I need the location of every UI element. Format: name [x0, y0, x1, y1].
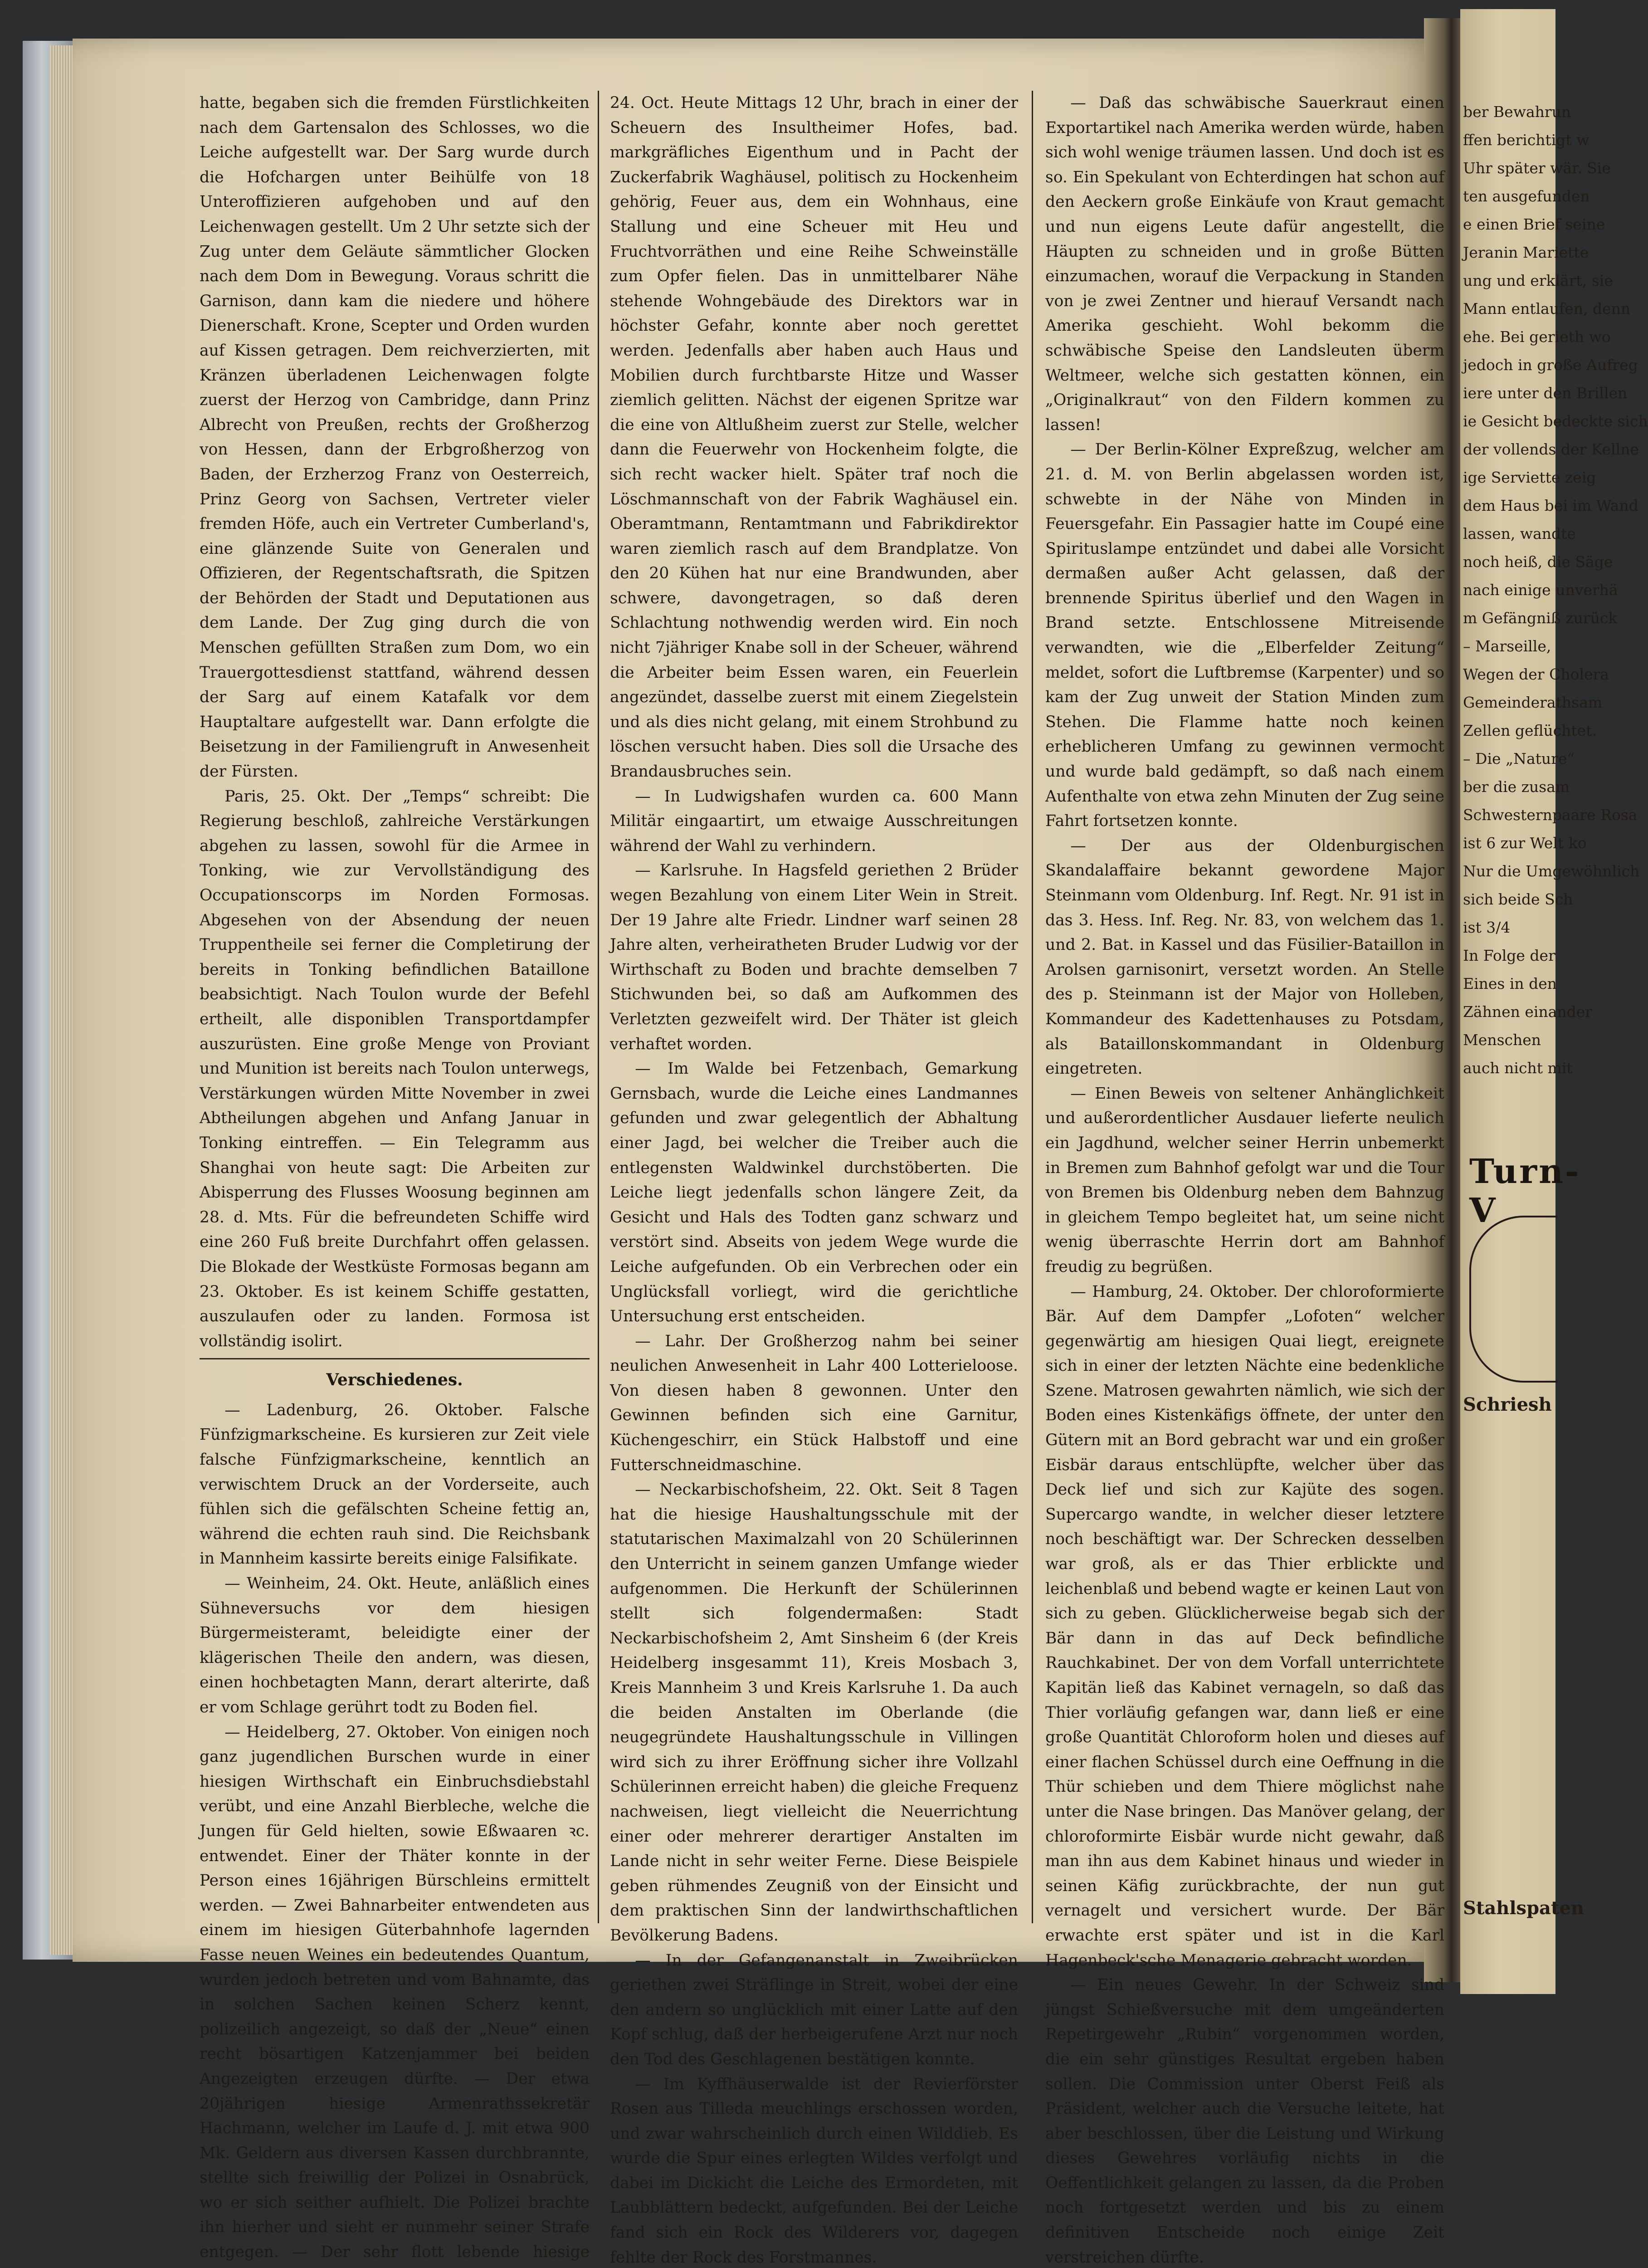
advert-place: Schriesh: [1463, 1393, 1552, 1417]
adjacent-page-line: ie Gesicht bedeckte sich: [1463, 409, 1648, 434]
article-lahr: — Lahr. Der Großherzog nahm bei seiner neulichen Anwesenheit in Lahr 400 Lotterieloose. Von diesen haben 8 gewonnen. Unter den Gewinnen befinden sich eine Garnitur, Küchengeschirr, ein Stück Halbstoff und eine Futterschneidmaschine.: [610, 1329, 1018, 1478]
article-jagdhund: — Einen Beweis von seltener Anhänglichkeit und außerordentlicher Ausdauer lieferte neulich ein Jagdhund, welcher seiner Herrin unbemerkt in Bremen zum Bahnhof gefolgt war und die Tour von Bremen bis Oldenburg neben dem Bahnzug in gleichem Tempo begleitet hat, um seine nicht wenig überraschte Herrin dort am Bahnhof freudig zu begrüßen.: [1045, 1081, 1444, 1280]
article-hamburg-baer: — Hamburg, 24. Oktober. Der chloroformierte Bär. Auf dem Dampfer „Lofoten“ welcher gegenwärtig am hiesigen Quai liegt, ereignete sich in einer der letzten Nächte eine bedenkliche Szene. Matrosen gewahrten nämlich, wie sich der Boden eines Kistenkäfigs öffnete, der unter den Gütern mit an Bord gebracht war und ein großer Eisbär daraus entschlüpfte, welcher über das Deck lief und sich zur Kajüte des sogen. Supercargo wandte, in welcher dieser letztere noch beschäftigt war. Der Schrecken desselben war groß, als er das Thier erblickte und leichenblaß und bebend wagte er keinen Laut von sich zu geben. Glücklicherweise begab sich der Bär dann in das auf Deck befindliche Rauchkabinet. Der von dem Vorfall unterrichtete Kapitän ließ das Kabinet vernageln, so daß das Thier vorläufig gefangen war, dann ließ er eine große Quantität Chloroform holen und dieses auf einer flachen Schüssel durch eine Oeffnung in die Thür schieben und dem Thiere möglichst nahe unter die Nase bringen. Das Manöver gelang, der chloroformirte Eisbär wurde nicht gewahr, daß man ihn aus dem Kabinet hinaus und wieder in seinen Käfig zurückbrachte, der nun gut vernagelt und versichert wurde. Der Bär erwachte erst später und ist in die Karl Hagenbeck'sche Menagerie gebracht worden.: [1045, 1280, 1444, 1973]
column-rule-1: [598, 91, 599, 1923]
adjacent-page-line: Menschen: [1463, 1028, 1541, 1052]
adjacent-page-line: Wegen der Cholera: [1463, 662, 1609, 687]
adjacent-page-line: iere unter den Brillen: [1463, 381, 1627, 406]
adjacent-page-line: Schwesternpaare Rosa: [1463, 803, 1637, 827]
adjacent-page-line: ehe. Bei gerieth wo: [1463, 325, 1611, 349]
adjacent-page-line: ber die zusam: [1463, 775, 1570, 799]
adjacent-page-line: jedoch in große Aufreg: [1463, 353, 1638, 377]
adjacent-page-line: Zellen geflüchtet.: [1463, 719, 1597, 743]
adjacent-page-line: – Marseille,: [1463, 634, 1551, 659]
advert-title: Turn-V: [1469, 1152, 1578, 1230]
article-karlsruhe: — Karlsruhe. In Hagsfeld geriethen 2 Brüder wegen Bezahlung von einem Liter Wein in Streit. Der 19 Jahre alte Friedr. Lindner warf seinen 28 Jahre alten, verheiratheten Bruder Ludwig vor der Wirthschaft zu Boden und brachte demselben 7 Stichwunden bei, so daß am Aufkommen des Verletzten gezweifelt wird. Der Thäter ist gleich verhaftet worden.: [610, 858, 1018, 1056]
article-sauerkraut: — Daß das schwäbische Sauerkraut einen Exportartikel nach Amerika werden würde, haben sich wohl wenige träumen lassen. Und doch ist es so. Ein Spekulant von Echterdingen hat schon auf den Aeckern große Einkäufe von Kraut gemacht und nun eigens Leute dafür angestellt, die Häupten zu schneiden und in große Bütten einzumachen, worauf die Verpackung in Standen von je zwei Zentner und hierauf Versandt nach Amerika geschieht. Wohl bekomm die schwäbische Speise den Landsleuten überm Weltmeer, welche sich gestatten können, ein „Originalkraut“ von den Fildern kommen zu lassen!: [1045, 91, 1444, 437]
advert-stahlspaten: Stahlspaten: [1463, 1896, 1584, 1921]
adjacent-page-line: nach einige unverhä: [1463, 578, 1618, 602]
adjacent-page-line: Uhr später wär. Sie: [1463, 156, 1611, 181]
article-funeral-continued: hatte, begaben sich die fremden Fürstlichkeiten nach dem Gartensalon des Schlosses, wo die Leiche aufgestellt war. Der Sarg wurde durch die Hofchargen unter Beihülfe von 18 Unteroffizieren aufgehoben und auf den Leichenwagen gestellt. Um 2 Uhr setzte sich der Zug unter dem Geläute sämmtlicher Glocken nach dem Dom in Bewegung. Voraus schritt die Garnison, dann kam die niedere und höhere Dienerschaft. Krone, Scepter und Orden wurden auf Kissen getragen. Dem reichverzierten, mit Kränzen überladenen Leichenwagen folgte zuerst der Herzog von Cambridge, dann Prinz Albrecht von Preußen, rechts der Großherzog von Hessen, dann der Erbgroßherzog von Baden, der Erzherzog Franz von Oesterreich, Prinz Georg von Sachsen, Vertreter vieler fremden Höfe, auch ein Vertreter Cumberland's, eine glänzende Suite von Generalen und Offizieren, der Regentschaftsrath, die Spitzen der Behörden der Stadt und Deputationen aus dem Lande. Der Zug ging durch die von Menschen gefüllten Straßen zum Dom, wo ein Trauergottesdienst stattfand, während dessen der Sarg auf einem Katafalk vor dem Hauptaltare aufgestellt war. Dann erfolgte die Beisetzung in der Familiengruft in Anwesenheit der Fürsten.: [200, 91, 590, 784]
article-expresszug: — Der Berlin-Kölner Expreßzug, welcher am 21. d. M. von Berlin abgelassen worden ist, schwebte in der Nähe von Minden in Feuersgefahr. Ein Passagier hatte im Coupé eine Spirituslampe entzündet und dabei alle Vorsicht dermaßen außer Acht gelassen, daß der brennende Spiritus überlief und den Wagen in Brand setzte. Entschlossene Mitreisende verwandten, wie die „Elberfelder Zeitung“ meldet, sofort die Luftbremse (Karpenter) und so kam der Zug unweit der Station Minden zum Stehen. Die Flamme hatte noch keinen erheblicheren Umfang zu gewinnen vermocht und wurde bald gedämpft, so daß nach einem Aufenthalte von etwa zehn Minuten der Zug seine Fahrt fortsetzen konnte.: [1045, 437, 1444, 834]
adjacent-page-line: ist 6 zur Welt ko: [1463, 831, 1587, 855]
adjacent-page-line: ung und erklärt, sie: [1463, 269, 1613, 293]
adjacent-page-line: In Folge der: [1463, 943, 1555, 968]
article-major-steinmann: — Der aus der Oldenburgischen Skandalaffaire bekannt gewordene Major Steinmann vom Oldenburg. Inf. Regt. Nr. 91 ist in das 3. Hess. Inf. Reg. Nr. 83, von welchem das 1. und 2. Bat. in Kassel und das Füsilier-Bataillon in Arolsen garnisonirt, versetzt worden. An Stelle des p. Steinmann ist der Major von Holleben, Kommandeur des Kadettenhauses zu Potsdam, als Bataillonskommandant in Oldenburg eingetreten.: [1045, 834, 1444, 1081]
adjacent-page-line: der vollends der Kellne: [1463, 437, 1639, 462]
article-gewehr: — Ein neues Gewehr. In der Schweiz sind jüngst Schießversuche mit dem umgeänderten Repetirgewehr „Rubin“ vorgenommen worden, die ein sehr günstiges Resultat ergeben haben sollen. Die Commission unter Oberst Feiß als Präsident, welcher auch die Versuche leitete, hat aber beschlossen, über die Leistung und Wirkung dieses Gewehres vorläufig nichts in die Oeffentlichkeit gelangen zu lassen, da die Proben noch fortgesetzt werden und bis zu einem definitiven Entscheide noch einige Zeit verstreichen dürfte.: [1045, 1973, 1444, 2268]
adjacent-page-fragment: [1460, 9, 1555, 1994]
adjacent-page-line: ffen berichtigt w: [1463, 128, 1589, 152]
adjacent-page-line: ten ausgefunden: [1463, 184, 1590, 209]
column-1: [200, 91, 590, 2268]
article-schwetzingen-fire: 24. Oct. Heute Mittags 12 Uhr, brach in einer der Scheuern des Insultheimer Hofes, bad. markgräfliches Eigenthum und in Pacht der Zuckerfabrik Waghäusel, politisch zu Hockenheim gehörig, Feuer aus, dem ein Wohnhaus, eine Stallung und eine Scheuer mit Heu und Fruchtvorräthen und eine Reihe Schweinställe zum Opfer fielen. Das in unmittelbarer Nähe stehende Wohngebäude des Direktors war in höchster Gefahr, konnte aber noch gerettet werden. Jedenfalls aber haben auch Haus und Mobilien durch furchtbarste Hitze und Wasser ziemlich gelitten. Nächst der eigenen Spritze war die eine von Altlußheim zuerst zur Stelle, welcher dann die Feuerwehr von Hockenheim folgte, die sich recht wacker hielt. Später traf noch die Löschmannschaft von der Fabrik Waghäusel ein. Oberamtmann, Rentamtmann und Fabrikdirektor waren ziemlich rasch auf dem Brandplatze. Von den 20 Kühen hat nur eine Brandwunden, aber schwere, davongetragen, so daß deren Schlachtung nothwendig werden wird. Ein noch nicht 7jähriger Knabe soll in der Scheuer, während die Arbeiter beim Essen waren, ein Feuerlein angezündet, dasselbe zuerst mit einem Ziegelstein und als dies nicht gelang, mit einem Strohbund zu löschen versucht haben. Dies soll die Ursache des Brandausbruches sein.: [610, 91, 1018, 784]
article-heidelberg: — Heidelberg, 27. Oktober. Von einigen noch ganz jugendlichen Burschen wurde in einer hiesigen Wirthschaft ein Einbruchsdiebstahl verübt, und eine Anzahl Bierbleche, welche die Jungen für Geld hielten, sowie Eßwaaren ꝛc. entwendet. Einer der Thäter konnte in der Person eines 16jährigen Bürschleins ermittelt werden. — Zwei Bahnarbeiter entwendeten aus einem im hiesigen Güterbahnhofe lagernden Fasse neuen Weines ein bedeutendes Quantum, wurden jedoch betreten und vom Bahnamte, das in solchen Sachen keinen Scherz kennt, polizeilich angezeigt, so daß der „Neue“ einen recht bösartigen Katzenjammer bei beiden Angezeigten erzeugen dürfte. — Der etwa 20jährigen hiesige Armenrathssekretär Hachmann, welcher im Laufe d. J. mit etwa 900 Mk. Geldern aus diversen Kassen durchbrannte, stellte sich freiwillig der Polizei in Osnabrück, wo er sich seither aufhielt. Die Polizei brachte ihn hierher und sieht er nunmehr seiner Strafe entgegen. — Der sehr flott lebende hiesige: [200, 1720, 590, 2268]
adjacent-page-line: – Die „Nature“: [1463, 747, 1575, 771]
adjacent-page-line: sich beide Sch: [1463, 887, 1573, 912]
article-weinheim: — Weinheim, 24. Okt. Heute, anläßlich eines Sühneversuchs vor dem hiesigen Bürgermeisteramt, beleidigte einer der klägerischen Theile den andern, was diesen, einen hochbetagten Mann, derart alterirte, daß er vom Schlage gerührt todt zu Boden fiel.: [200, 1571, 590, 1720]
article-paris-temps: Paris, 25. Okt. Der „Temps“ schreibt: Die Regierung beschloß, zahlreiche Verstärkungen abgehen zu lassen, sowohl für die Armee in Tonking, wie zur Vervollständigung des Occupationscorps im Norden Formosas. Abgesehen von der Absendung der neuen Truppentheile sei ferner die Completirung der bereits in Tonking befindlichen Bataillone beabsichtigt. Nach Toulon wurde der Befehl ertheilt, alle disponiblen Transportdampfer auszurüsten. Eine große Menge von Proviant und Munition ist bereits nach Toulon unterwegs, Verstärkungen würden Mitte November in zwei Abtheilungen abgehen und Anfang Januar in Tonking eintreffen. — Ein Telegramm aus Shanghai von heute sagt: Die Arbeiten zur Abisperrung des Flusses Woosung beginnen am 28. d. Mts. Für die befreundeten Schiffe wird eine 260 Fuß breite Durchfahrt offen gelassen. Die Blokade der Westküste Formosas begann am 23. Oktober. Es ist keinem Schiffe gestatten, auszulaufen oder zu landen. Formosa ist vollständig isolirt.: [200, 784, 590, 1354]
column-3: [1045, 91, 1444, 2268]
adjacent-page-line: ige Serviette zeig: [1463, 465, 1596, 490]
adjacent-page-line: e einen Brief seine: [1463, 212, 1605, 237]
adjacent-page-line: auch nicht mit: [1463, 1056, 1573, 1080]
article-neckarbischofsheim: — Neckarbischofsheim, 22. Okt. Seit 8 Tagen hat die hiesige Haushaltungsschule mit der statutarischen Maximalzahl von 20 Schülerinnen den Unterricht in seinem ganzen Umfange wieder aufgenommen. Die Herkunft der Schülerinnen stellt sich folgendermaßen: Stadt Neckarbischofsheim 2, Amt Sinsheim 6 (der Kreis Heidelberg insgesammt 11), Kreis Mosbach 3, Kreis Mannheim 3 und Kreis Karlsruhe 1. Da auch die beiden Anstalten im Oberlande (die neugegründete Haushaltungsschule in Villingen wird sich zu ihrer Eröffnung sicher ihre Vollzahl Schülerinnen erreicht haben) die gleiche Frequenz nachweisen, liegt vielleicht die Neuerrichtung einer oder mehrerer derartiger Anstalten im Lande nicht in sehr weiter Ferne. Diese Beispiele geben rühmendes Zeugniß von der Einsicht und dem praktischen Sinn der landwirthschaftlichen Bevölkerung Badens.: [610, 1477, 1018, 1948]
adjacent-page-line: lassen, wandte: [1463, 522, 1576, 546]
adjacent-page-line: dem Haus bei im Wand: [1463, 494, 1638, 518]
article-ladenburg: — Ladenburg, 26. Oktober. Falsche Fünfzigmarkscheine. Es kursieren zur Zeit viele falsche Fünfzigmarkscheine, kenntlich an verwischtem Druck an der Vorderseite, auch fühlen sich die gefälschten Scheine fettig an, während die echten rauh sind. Die Reichsbank in Mannheim kassirte bereits einige Falsifikate.: [200, 1398, 590, 1571]
adjacent-page-line: ist 3/4: [1463, 915, 1510, 940]
column-rule-2: [1032, 91, 1033, 1923]
adjacent-page-line: Jeranin Mariette: [1463, 240, 1589, 265]
article-zweibruecken: — In der Gefangenanstalt in Zweibrücken geriethen zwei Sträflinge in Streit, wobei der eine den andern so unglücklich mit einer Latte auf den Kopf schlug, daß der herbeigerufene Arzt nur noch den Tod des Geschlagenen bestätigen konnte.: [610, 1948, 1018, 2072]
adjacent-page-line: noch heiß, die Säge: [1463, 550, 1613, 574]
adjacent-page-line: Nur die Umgewöhnlich: [1463, 859, 1639, 884]
adjacent-page-line: Gemeinderathsam: [1463, 690, 1602, 715]
article-kyffhaeuser: — Im Kyffhäuserwalde ist der Revierförster Rosen aus Tilleda meuchlings erschossen worden, und zwar wahrscheinlich durch einen Wilddieb. Es wurde die Spur eines erlegten Wildes verfolgt und dabei im Dickicht die Leiche des Ermordeten, mit Laubblättern bedeckt, aufgefunden. Bei der Leiche fand sich ein Rock des Wilderers vor, dagegen fehlte der Rock des Forstmannes.: [610, 2072, 1018, 2268]
section-heading: Verschiedenes.: [200, 1368, 590, 1393]
column-2: [610, 91, 1018, 2268]
adjacent-page-line: ber Bewahrun: [1463, 100, 1571, 124]
adjacent-page-line: m Gefängniß zurück: [1463, 606, 1617, 631]
adjacent-page-line: Eines in den: [1463, 972, 1557, 996]
adjacent-page-line: Zähnen einander: [1463, 1000, 1592, 1024]
section-divider: [200, 1358, 590, 1359]
adjacent-page-line: Mann entlaufen, denn: [1463, 297, 1630, 321]
article-ludwigshafen: — In Ludwigshafen wurden ca. 600 Mann Militär eingaartirt, um etwaige Ausschreitungen während der Wahl zu verhindern.: [610, 784, 1018, 859]
article-fetzenbach: — Im Walde bei Fetzenbach, Gemarkung Gernsbach, wurde die Leiche eines Landmannes gefunden und zwar gelegentlich der Abhaltung einer Jagd, bei welcher die Treiber auch die entlegensten Waldwinkel durchstöberten. Die Leiche liegt jedenfalls schon längere Zeit, da Gesicht und Hals des Todten ganz schwarz und verstört sind. Abseits von jedem Wege wurde die Leiche aufgefunden. Ob ein Verbrechen oder ein Unglücksfall vorliegt, wird die gerichtliche Untersuchung erst entscheiden.: [610, 1056, 1018, 1329]
club-emblem-icon: [1469, 1216, 1557, 1383]
